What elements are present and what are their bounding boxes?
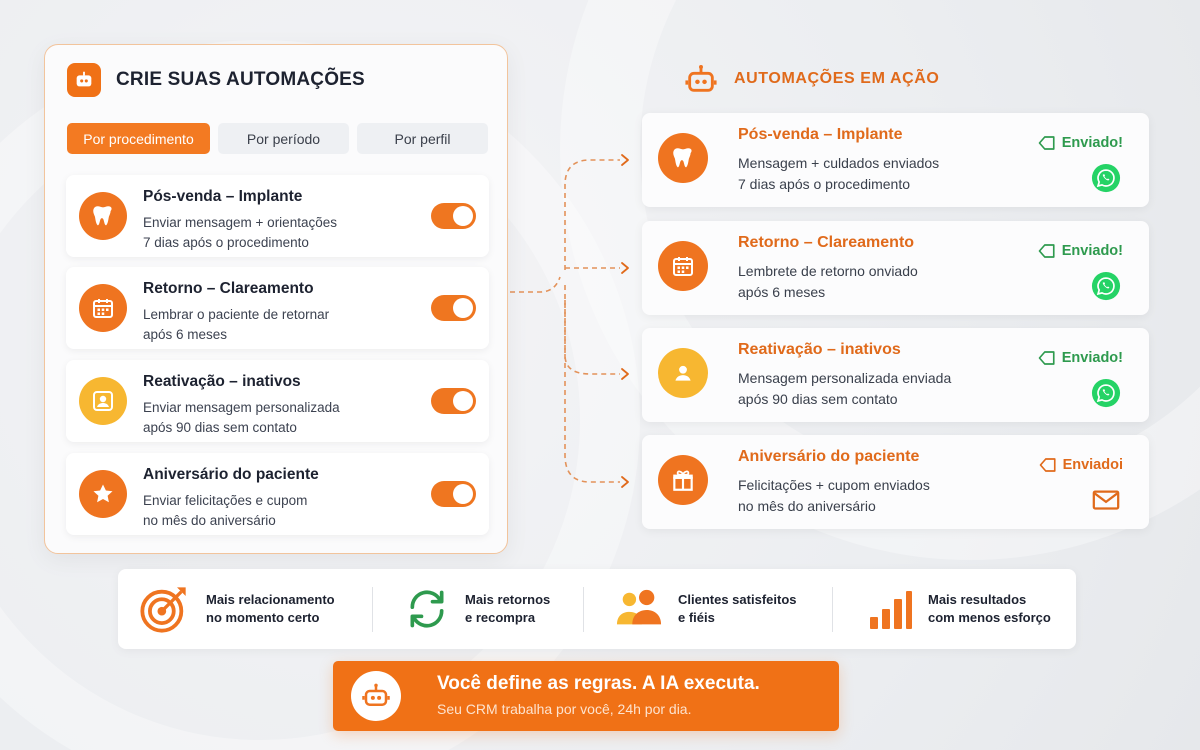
- result-card-reativacao: [642, 328, 1149, 422]
- tab-por-procedimento[interactable]: Por procedimento: [67, 123, 210, 154]
- result-description: [738, 368, 951, 410]
- result-description-line: após 90 dias sem contato: [738, 391, 898, 407]
- gift-icon: [658, 455, 708, 505]
- result-title: Pós-venda – Implante: [738, 126, 903, 143]
- benefit-item: [866, 569, 1051, 649]
- rule-title: Aniversário do paciente: [143, 466, 319, 483]
- result-title: Reativação – inativos: [738, 341, 901, 358]
- panel-title: CRIE SUAS AUTOMAÇÕES: [116, 69, 365, 90]
- tooth-icon: [658, 133, 708, 183]
- rule-description: [143, 213, 337, 253]
- tag-check-icon: [1038, 135, 1056, 151]
- rule-title: Reativação – inativos: [143, 373, 301, 390]
- status-badge: [1038, 135, 1123, 151]
- result-description: [738, 475, 930, 517]
- rule-description: [143, 491, 307, 531]
- refresh-icon: [405, 587, 449, 631]
- result-description: [738, 261, 918, 303]
- rule-description-line: 7 dias após o procedimento: [143, 235, 309, 250]
- target-icon: [138, 583, 190, 635]
- divider: [583, 587, 584, 632]
- status-badge: [1038, 350, 1123, 366]
- tag-check-icon: [1038, 350, 1056, 366]
- section-title: AUTOMAÇÕES EM AÇÃO: [734, 70, 940, 87]
- status-text: Enviado!: [1061, 350, 1123, 366]
- tooth-icon: [79, 192, 127, 240]
- result-description-line: Mensagem + culdados enviados: [738, 155, 940, 171]
- filter-tabs: [67, 123, 488, 154]
- benefit-text: Mais retornos e recompra: [465, 592, 551, 625]
- benefit-text: Mais resultados com menos esforço: [928, 592, 1051, 625]
- benefits-bar: [118, 569, 1076, 649]
- divider: [372, 587, 373, 632]
- cta-title: Você define as regras. A IA executa.: [437, 673, 760, 694]
- status-badge: [1038, 243, 1123, 259]
- result-description-line: Lembrete de retorno onviado: [738, 263, 918, 279]
- calendar-icon: [658, 241, 708, 291]
- benefit-text: Mais relacionamento no momento certo: [206, 592, 335, 625]
- benefit-item: [616, 569, 797, 649]
- divider: [832, 587, 833, 632]
- status-text: Enviado!: [1061, 243, 1123, 259]
- rule-card-pos-venda: [66, 175, 489, 257]
- calendar-icon: [79, 284, 127, 332]
- rule-description-line: Lembrar o paciente de retornar: [143, 307, 330, 322]
- star-icon: [79, 470, 127, 518]
- benefit-item: [138, 569, 335, 649]
- rule-title: Pós-venda – Implante: [143, 188, 303, 205]
- rule-card-aniversario: [66, 453, 489, 535]
- tab-por-perfil[interactable]: Por perfil: [357, 123, 488, 154]
- whatsapp-icon: [1091, 378, 1121, 408]
- rule-description: [143, 398, 340, 438]
- rule-description-line: após 90 dias sem contato: [143, 420, 297, 435]
- whatsapp-icon: [1091, 163, 1121, 193]
- robot-logo-icon: [67, 63, 101, 97]
- result-title: Aniversário do paciente: [738, 448, 920, 465]
- result-description-line: após 6 meses: [738, 284, 826, 300]
- benefit-item: [405, 569, 550, 649]
- rule-description-line: após 6 meses: [143, 327, 228, 342]
- tag-icon: [1039, 457, 1057, 473]
- tag-check-icon: [1038, 243, 1056, 259]
- benefit-text: Clientes satisfeitos e fiéis: [678, 592, 797, 625]
- result-description-line: no mês do aniversário: [738, 498, 876, 514]
- rule-description-line: no mês do aniversário: [143, 513, 276, 528]
- bar-chart-icon: [866, 587, 912, 631]
- automations-in-action-header: [684, 62, 939, 96]
- result-description-line: Mensagem personalizada enviada: [738, 370, 952, 386]
- robot-icon: [351, 671, 401, 721]
- rule-toggle[interactable]: [431, 388, 476, 414]
- rule-toggle[interactable]: [431, 295, 476, 321]
- status-badge: [1039, 457, 1123, 473]
- whatsapp-icon: [1091, 271, 1121, 301]
- status-text: Enviadoi: [1062, 457, 1123, 473]
- result-card-aniversario: [642, 435, 1149, 529]
- result-card-retorno: [642, 221, 1149, 315]
- rule-title: Retorno – Clareamento: [143, 280, 314, 297]
- panel-header: [67, 63, 365, 97]
- users-icon: [616, 587, 662, 631]
- rule-toggle[interactable]: [431, 203, 476, 229]
- rule-description-line: Enviar mensagem + orientações: [143, 215, 337, 230]
- status-text: Enviado!: [1061, 135, 1123, 151]
- result-title: Retorno – Clareamento: [738, 234, 915, 251]
- cta-banner[interactable]: [333, 661, 839, 731]
- rule-card-reativacao: [66, 360, 489, 442]
- result-description-line: Felicitações + cupom enviados: [738, 477, 930, 493]
- user-icon: [658, 348, 708, 398]
- rule-card-retorno: [66, 267, 489, 349]
- rule-description: [143, 305, 329, 345]
- create-automations-panel: [44, 44, 508, 554]
- result-description-line: 7 dias após o procedimento: [738, 176, 910, 192]
- rule-description-line: Enviar mensagem personalizada: [143, 400, 340, 415]
- rule-toggle[interactable]: [431, 481, 476, 507]
- result-card-pos-venda: [642, 113, 1149, 207]
- user-icon: [79, 377, 127, 425]
- robot-icon: [684, 62, 718, 96]
- result-description: [738, 153, 939, 195]
- email-icon: [1091, 485, 1121, 515]
- tab-por-periodo[interactable]: Por período: [218, 123, 349, 154]
- rule-description-line: Enviar felicitações e cupom: [143, 493, 308, 508]
- cta-subtitle: Seu CRM trabalha por você, 24h por dia.: [437, 701, 692, 717]
